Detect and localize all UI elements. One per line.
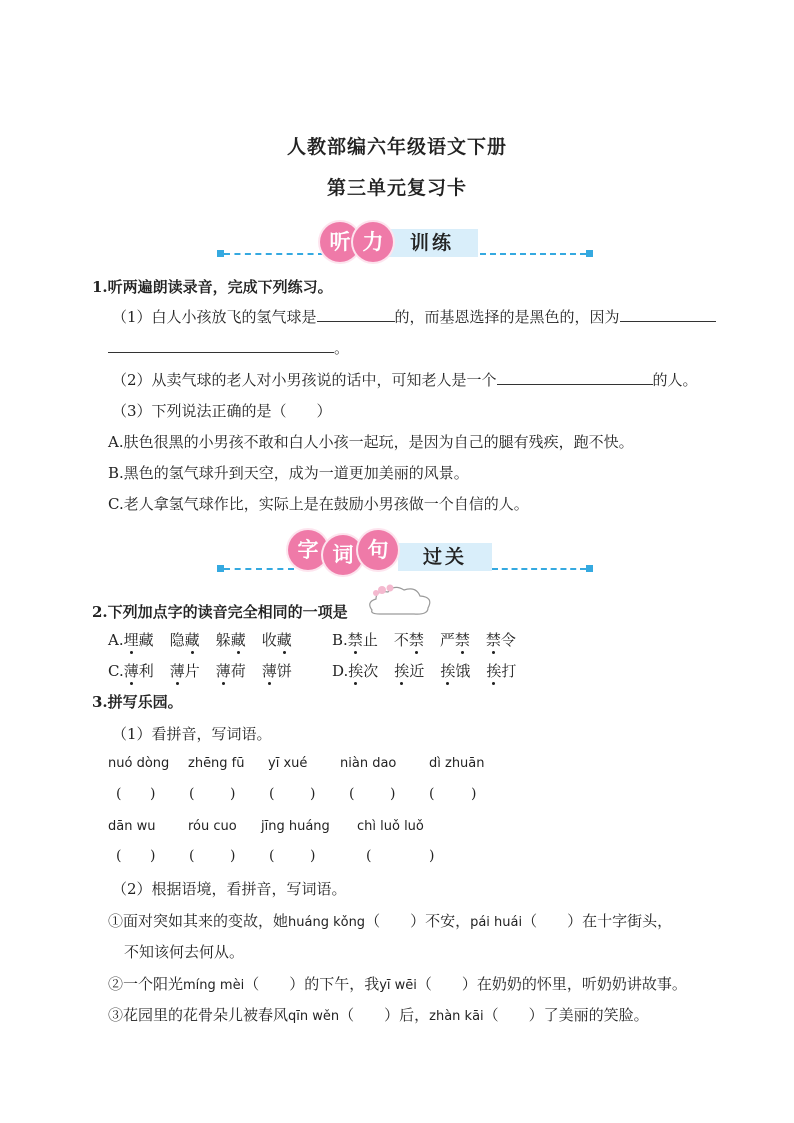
section-char: 力: [353, 222, 393, 262]
sentence-text: （ ）在奶奶的怀里，听奶奶讲故事。: [416, 975, 687, 993]
word-char: 打: [501, 662, 517, 680]
pinyin-item: dì zhuān: [429, 756, 485, 771]
section-char: 句: [358, 530, 398, 570]
pinyin-item: zhēng fū: [188, 756, 245, 771]
pinyin-item: niàn dao: [340, 756, 397, 771]
word-char: 片: [184, 662, 200, 680]
dotted-char: 挨: [486, 662, 502, 680]
sentence-text: （ ）后，: [339, 1006, 430, 1024]
q3-sentence-1: [108, 910, 672, 931]
sentence-text: （ ）不安，: [365, 912, 471, 930]
dotted-char: 禁: [347, 631, 363, 649]
dotted-char: 薄: [215, 662, 231, 680]
section-char: 字: [288, 530, 328, 570]
question-1-title: 1.听两遍朗读录音，完成下列练习。: [92, 278, 333, 296]
word-char: 次: [363, 662, 379, 680]
section-char: 听: [320, 222, 360, 262]
word-char: 利: [138, 662, 154, 680]
sentence-text: （ ）在十字街头，: [522, 912, 673, 930]
word-char: 饿: [455, 662, 471, 680]
dotted-char: 埋: [123, 631, 139, 649]
q2-option-b: [332, 629, 516, 650]
q3-sub2: （2）根据语境，看拼音，写词语。: [112, 880, 347, 898]
q1-part2-text-a: （2）从卖气球的老人对小男孩说的话中，可知老人是一个: [112, 371, 497, 389]
q2-option-c: [108, 660, 292, 681]
question-2-title: 2.下列加点字的读音完全相同的一项是: [92, 603, 348, 621]
word-char: 荷: [230, 662, 246, 680]
word-char: 近: [409, 662, 425, 680]
q1-option-c: C.老人拿氢气球作比，实际上是在鼓励小男孩做一个自信的人。: [108, 495, 529, 513]
dotted-char: 藏: [230, 631, 246, 649]
dotted-char: 禁: [454, 631, 470, 649]
q1-part1-text-a: （1）白人小孩放飞的氢气球是: [112, 308, 317, 326]
page-subtitle: 第三单元复习卡: [326, 177, 467, 199]
dotted-char: 禁: [408, 631, 424, 649]
q1-part3: （3）下列说法正确的是（ ）: [112, 402, 332, 420]
answer-blank[interactable]: [620, 307, 716, 322]
q3-sub1: （1）看拼音，写词语。: [112, 725, 272, 743]
dotted-char: 薄: [261, 662, 277, 680]
word-char: 收: [261, 631, 277, 649]
answer-blank[interactable]: [108, 338, 334, 353]
question-3-title: 3.拼写乐园。: [92, 693, 183, 711]
pinyin-item: nuó dòng: [108, 756, 170, 771]
sentence-text: ③花园里的花骨朵儿被春风: [108, 1006, 289, 1024]
q3-sentence-1-cont: 不知该何去何从。: [124, 943, 245, 961]
word-char: 躲: [215, 631, 231, 649]
section-tag: 训练: [386, 229, 478, 257]
pinyin-item: dān wu: [108, 819, 156, 834]
q2-option-a: [108, 629, 292, 650]
option-label: C.: [108, 662, 124, 680]
sentence-text: （ ）的下午，我: [244, 975, 380, 993]
section-tag: 过关: [398, 543, 492, 571]
sentence-text: ①面对突如其来的变故，她: [108, 912, 289, 930]
q1-part1-cont: [108, 337, 349, 358]
sentence-text: （ ）了美丽的笑脸。: [483, 1006, 649, 1024]
pinyin-item: chì luǒ luǒ: [357, 819, 424, 834]
pinyin-item: yī xué: [268, 756, 308, 771]
q1-part2: [112, 369, 698, 390]
word-char: 令: [500, 631, 516, 649]
pinyin-item: jīng huáng: [261, 819, 330, 834]
cloud-icon: [364, 582, 436, 618]
pinyin-hint: qīn wěn: [288, 1009, 340, 1024]
word-char: 藏: [138, 631, 154, 649]
pinyin-hint: pái huái: [470, 915, 523, 930]
dotted-char: 挨: [348, 662, 364, 680]
answer-blank[interactable]: [497, 370, 653, 385]
word-char: 饼: [276, 662, 292, 680]
dotted-char: 挨: [394, 662, 410, 680]
pinyin-hint: míng mèi: [183, 978, 245, 993]
section-char: 词: [323, 535, 363, 575]
word-char: 不: [393, 631, 409, 649]
pinyin-hint: huáng kǒng: [288, 915, 366, 930]
q1-option-a: A.肤色很黑的小男孩不敢和白人小孩一起玩，是因为自己的腿有残疾，跑不快。: [108, 433, 634, 451]
dotted-char: 藏: [184, 631, 200, 649]
option-label: A.: [108, 631, 124, 649]
pinyin-hint: yī wēi: [379, 978, 417, 993]
q1-part1-end: 。: [334, 339, 350, 357]
q3-sentence-3: [108, 1004, 649, 1025]
dotted-char: 薄: [123, 662, 139, 680]
pinyin-item: róu cuo: [188, 819, 237, 834]
q2-option-d: [332, 660, 516, 681]
dotted-char: 禁: [485, 631, 501, 649]
q1-part2-text-b: 的人。: [652, 371, 698, 389]
word-char: 严: [439, 631, 455, 649]
option-label: B.: [332, 631, 348, 649]
q1-option-b: B.黑色的氢气球升到天空，成为一道更加美丽的风景。: [108, 464, 469, 482]
page-title: 人教部编六年级语文下册: [286, 136, 507, 158]
dotted-char: 薄: [169, 662, 185, 680]
word-char: 隐: [169, 631, 185, 649]
q3-sentence-2: [108, 973, 687, 994]
answer-blank[interactable]: [317, 307, 395, 322]
sentence-text: ②一个阳光: [108, 975, 184, 993]
q1-part1-text-b: 的，而基恩选择的是黑色的，因为: [394, 308, 620, 326]
word-char: 止: [362, 631, 378, 649]
dotted-char: 挨: [440, 662, 456, 680]
q1-part1: [112, 306, 716, 327]
option-label: D.: [332, 662, 349, 680]
dotted-char: 藏: [276, 631, 292, 649]
pinyin-hint: zhàn kāi: [429, 1009, 484, 1024]
